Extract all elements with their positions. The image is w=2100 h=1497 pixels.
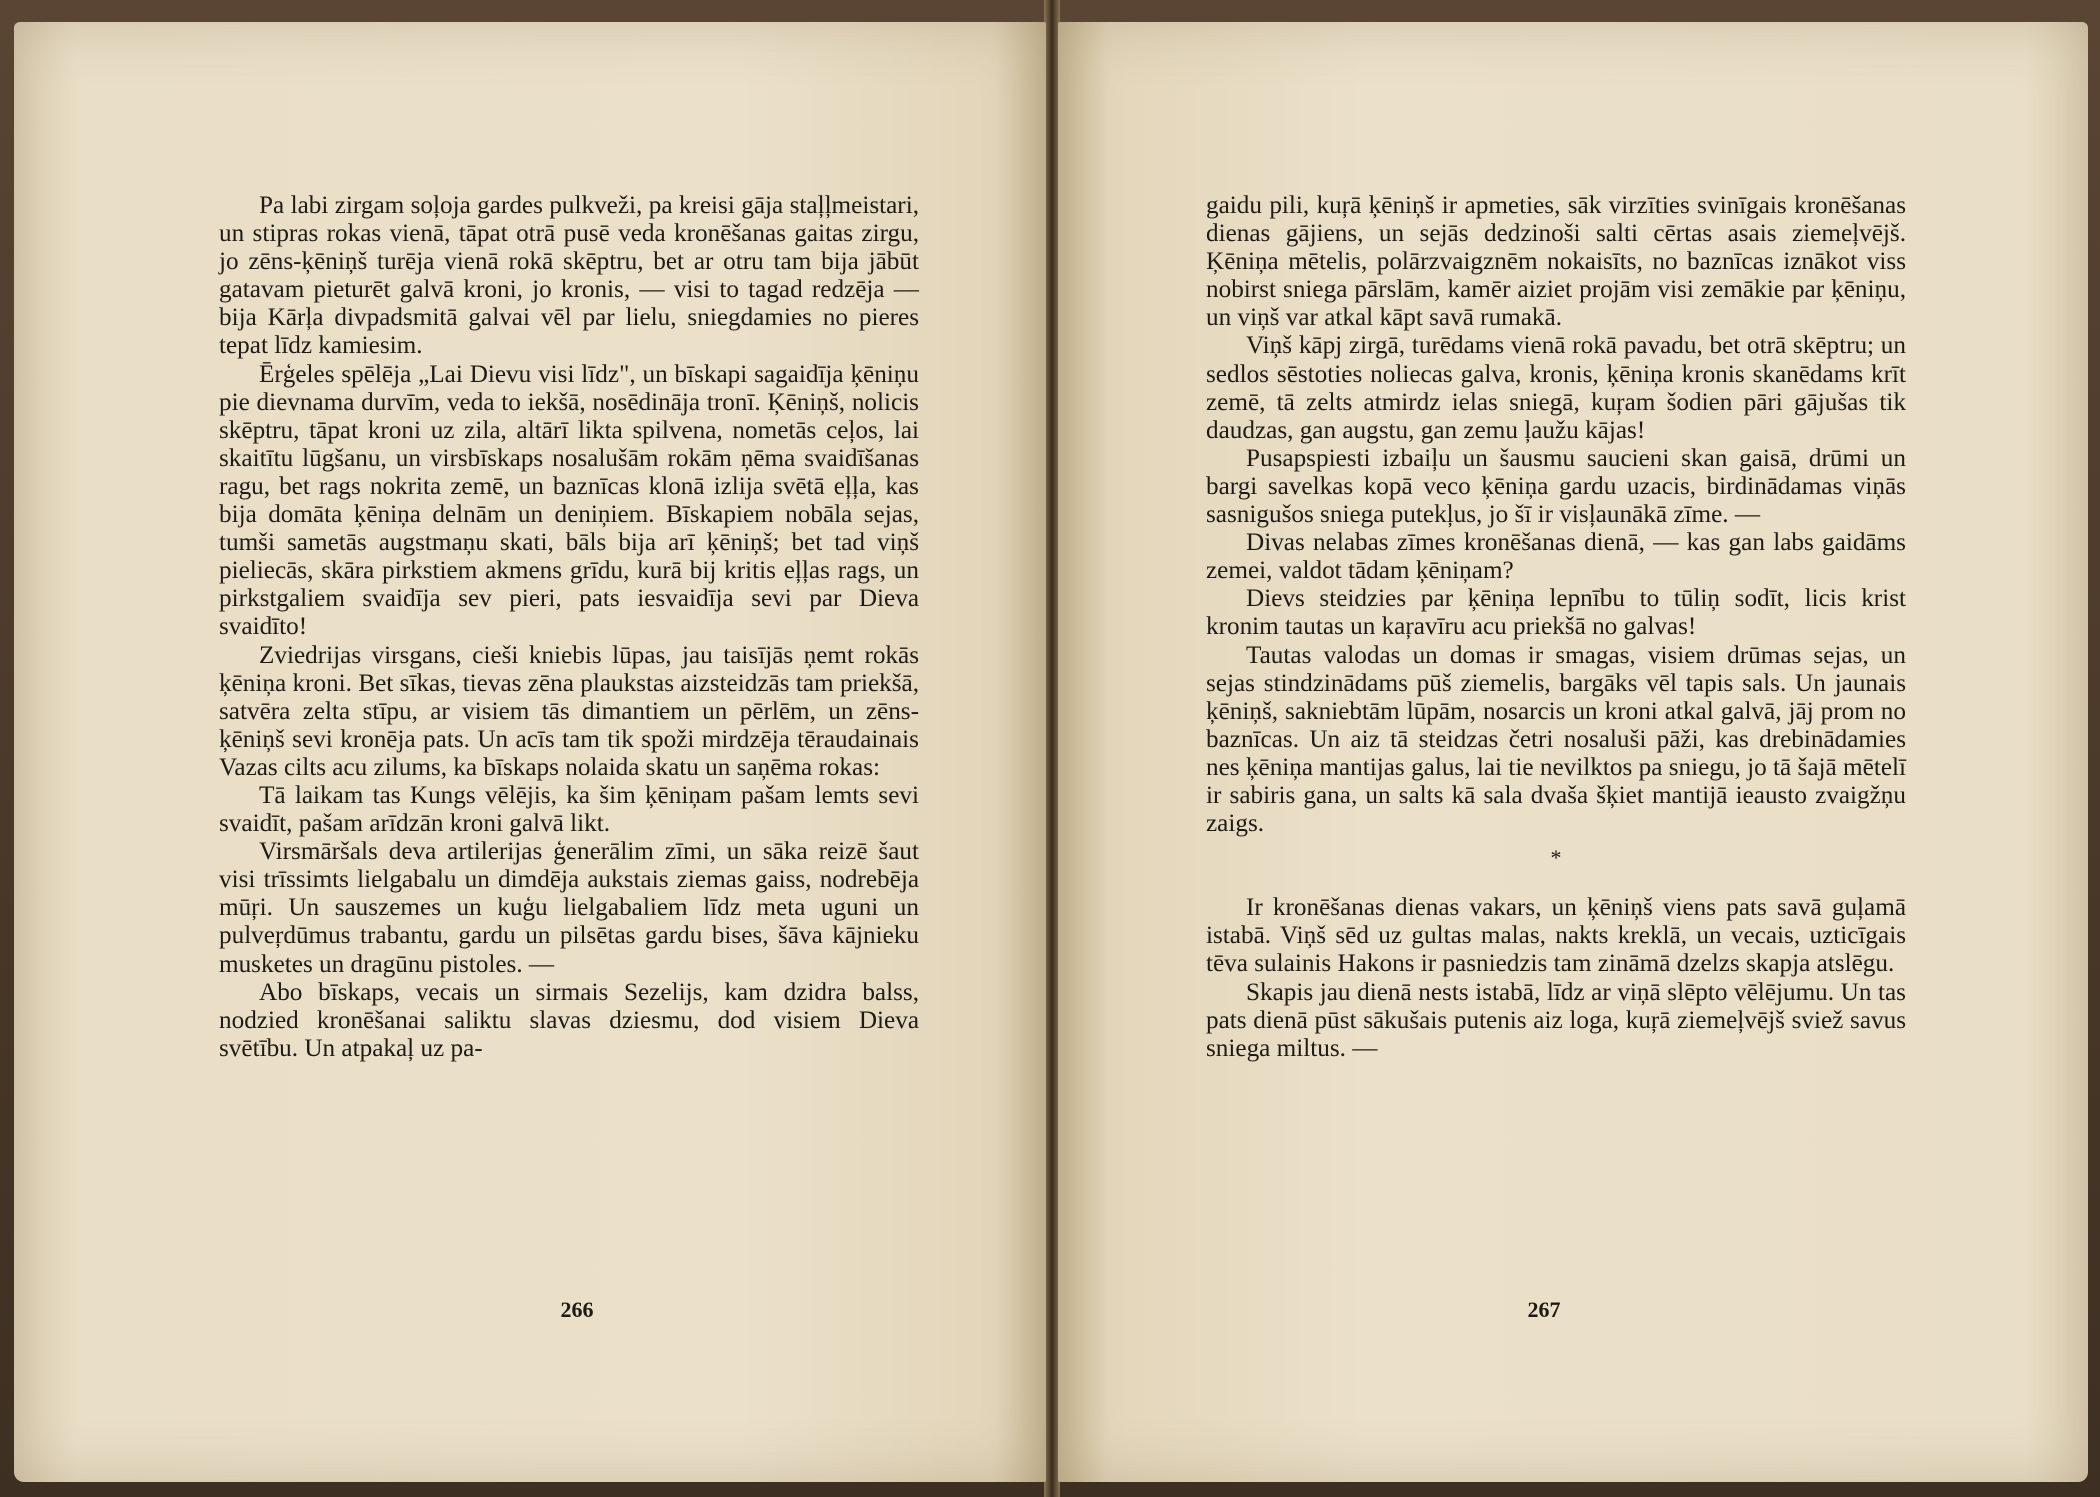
paragraph: Dievs steidzies par ķēniņa lepnību to tūliņ sodīt, licis krist kronim tautas un kaŗavīru acu priekšā no galvas! xyxy=(1206,585,1906,641)
paragraph: Abo bīskaps, vecais un sirmais Sezelijs, kam dzidra balss, nodzied kronēšanai saliktu slavas dziesmu, dod visiem Dieva svētību. Un atpakaļ uz pa- xyxy=(219,978,919,1062)
page-number: 266 xyxy=(560,1297,594,1322)
paragraph: Pusapspiesti izbaiļu un šausmu saucieni skan gaisā, drūmi un bargi savelkas kopā veco ķēniņa gardu uzacis, birdinādamas viņās sasnigušos sniega putekļus, jo šī ir visļaunākā zīme. — xyxy=(1206,444,1906,529)
paragraph: Ērģeles spēlēja „Lai Dievu visi līdz", un bīskapi sagaidīja ķēniņu pie dievnama durvīm, veda to iekšā, nosēdināja tronī. Ķēniņš, nolicis skēptru, tāpat kroni uz zila, altārī likta spilvena, nometās ceļos, lai skaitītu lūgšanu, un virsbīskaps nosalušām rokām ņēma svaidīšanas ragu, bet rags nokrita zemē, un baznīcas klonā izlija svētā eļļa, kas bija domāta ķēniņa delnām un deniņiem. Bīskapiem nobāla sejas, tumši sametās augstmaņu skati, bāls bija arī ķēniņš; bet tad viņš pieliecās, skāra pirkstiem akmens grīdu, kurā bij kritis eļļas rags, un pirkstgaliem svaidīja sev pieri, pats iesvaidīja sevi par Dieva svaidīto! xyxy=(219,360,919,641)
paragraph: Tautas valodas un domas ir smagas, visiem drūmas sejas, un sejas stindzinādams pūš ziemelis, bargāks vēl tapis sals. Un jaunais ķēniņš, sakniebtām lūpām, nosarcis un kroni atkal galvā, jāj prom no baznīcas. Un aiz tā steidzas četri nosaluši pāži, kas drebinādamies nes ķēniņa mantijas galus, lai tie nevilktos pa sniegu, jo tā šajā mētelī ir sabiris gana, un salts kā sala dvaša šķiet mantijā ieausto zvaigžņu zaigs. xyxy=(1206,641,1906,838)
left-page-text xyxy=(219,192,919,1063)
paragraph: Skapis jau dienā nests istabā, līdz ar viņā slēpto vēlējumu. Un tas pats dienā pūst sākušais putenis aiz loga, kuŗā ziemeļvējš sviež savus sniega miltus. — xyxy=(1206,978,1906,1062)
paragraph: gaidu pili, kuŗā ķēniņš ir apmeties, sāk virzīties svinīgais kronēšanas dienas gājiens, un sejās dedzinoši salti cērtas asais ziemeļvējš. Ķēniņa mētelis, polārzvaigznēm nokaisīts, no baznīcas iznākot viss nobirst sniega pārslām, kamēr aiziet projām visi zemākie par ķēniņu, un viņš var atkal kāpt savā rumakā. xyxy=(1206,192,1906,332)
paragraph: Tā laikam tas Kungs vēlējis, ka šim ķēniņam pašam lemts sevi svaidīt, pašam arīdzān kroni galvā likt. xyxy=(219,781,919,838)
right-page xyxy=(1058,22,2088,1482)
page-number: 267 xyxy=(1527,1297,1561,1322)
paragraph: Zviedrijas virsgans, cieši kniebis lūpas, jau taisījās ņemt rokās ķēniņa kroni. Bet sīkas, tievas zēna plaukstas aizsteidzās tam priekšā, satvēra zelta stīpu, ar visiem tās dimantiem un pērlēm, un zēns-ķēniņš sevi kronēja pats. Un acīs tam tik spoži mirdzēja tēraudainais Vazas cilts acu zilums, ka bīskaps nolaida skatu un saņēma rokas: xyxy=(219,641,919,781)
section-break: * xyxy=(1550,845,1562,871)
left-page xyxy=(14,22,1046,1482)
paragraph: Ir kronēšanas dienas vakars, un ķēniņš viens pats savā guļamā istabā. Viņš sēd uz gultas malas, nakts kreklā, un vecais, uzticīgais tēva sulainis Hakons ir pasniedzis tam zināmā dzelzs skapja atslēgu. xyxy=(1206,894,1906,978)
right-page-text xyxy=(1206,192,1906,1063)
paragraph: Viņš kāpj zirgā, turēdams vienā rokā pavadu, bet otrā skēptru; un sedlos sēstoties noliecas galva, kronis, ķēniņa kronis skanēdams krīt zemē, tā zelts atmirdz ielas sniegā, kuŗam šodien pāri gājušas tik daudzas, gan augstu, gan zemu ļaužu kājas! xyxy=(1206,332,1906,444)
paragraph: Divas nelabas zīmes kronēšanas dienā, — kas gan labs gaidāms zemei, valdot tādam ķēniņam? xyxy=(1206,529,1906,585)
paragraph: Virsmāršals deva artilerijas ģenerālim zīmi, un sāka reizē šaut visi trīssimts lielgabalu un dimdēja aukstais ziemas gaiss, nodrebēja mūŗi. Un sauszemes un kuģu lielgabaliem līdz meta uguni un pulveŗdūmus trabantu, gardu un pilsētas gardu bises, šāva kājnieku musketes un dragūnu pistoles. — xyxy=(219,838,919,978)
paragraph: Pa labi zirgam soļoja gardes pulkveži, pa kreisi gāja staļļmeistari, un stipras rokas vienā, tāpat otrā pusē veda kronēšanas gaitas zirgu, jo zēns-ķēniņš turēja vienā rokā skēptru, bet ar otru tam bija jābūt gatavam pieturēt galvā kroni, jo kronis, — visi to tagad redzēja — bija Kārļa divpadsmitā galvai vēl par lielu, sniegdamies no pieres tepat līdz kamiesim. xyxy=(219,192,919,360)
